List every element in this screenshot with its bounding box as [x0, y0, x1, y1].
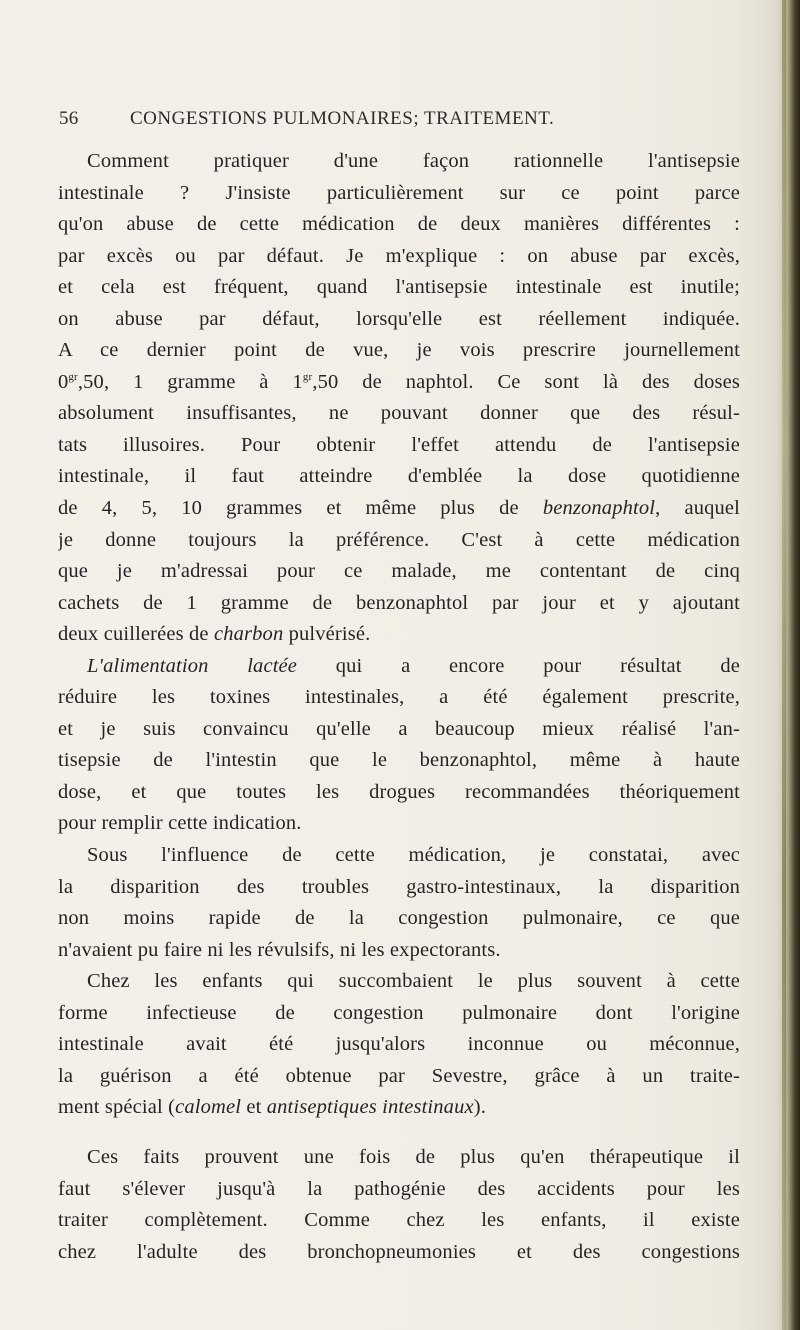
text-line: dose, et que toutes les drogues recommandées théoriquement: [58, 780, 740, 803]
text-line: la guérison a été obtenue par Sevestre, grâce à un traite-: [58, 1064, 740, 1087]
text-line-charbon: [58, 619, 740, 651]
text-fragment: , auquel: [655, 497, 740, 520]
text-line: par excès ou par défaut. Je m'explique : on abuse par excès,: [58, 244, 740, 267]
text-line: que je m'adressai pour ce malade, me contentant de cinq: [58, 560, 740, 583]
text-fragment: ment spécial (: [58, 1096, 176, 1119]
text-fragment: pulvérisé.: [283, 623, 371, 646]
text-line: on abuse par défaut, lorsqu'elle est réellement indiquée.: [58, 307, 740, 330]
text-line: Sous l'influence de cette médication, je constatai, avec: [87, 844, 740, 867]
text-line: traiter complètement. Comme chez les enfants, il existe: [58, 1209, 740, 1232]
text-line: je donne toujours la préférence. C'est à cette médication: [58, 528, 740, 551]
page-number: 56: [59, 108, 79, 129]
text-line: Chez les enfants qui succombaient le plus souvent à cette: [87, 970, 740, 993]
italic-term: benzonaphtol: [542, 497, 656, 520]
paragraph-gap: [58, 1124, 740, 1142]
italic-term: L'alimentation lactée: [87, 654, 298, 677]
text-line: tats illusoires. Pour obtenir l'effet attendu de l'antisepsie: [58, 433, 740, 456]
text-line: cachets de 1 gramme de benzonaphtol par jour et y ajoutant: [58, 591, 740, 614]
text-line: absolument insuffisantes, ne pouvant donner que des résul-: [58, 402, 740, 425]
text-line: et je suis convaincu qu'elle a beaucoup mieux réalisé l'an-: [58, 717, 740, 740]
text-line-dose: [58, 367, 740, 399]
text-fragment: qui a encore pour résultat de: [297, 654, 740, 677]
text-line: n'avaient pu faire ni les révulsifs, ni les expectorants.: [58, 938, 501, 961]
text-line-calomel: [58, 1092, 740, 1124]
text-line-alimentation: [58, 651, 740, 683]
italic-term: antiseptiques intestinaux: [266, 1096, 474, 1119]
dose-end: ,50 de naphtol. Ce sont là des doses: [312, 370, 740, 393]
running-head-title: CONGESTIONS PULMONAIRES; TRAITEMENT.: [130, 108, 555, 129]
italic-term: charbon: [213, 623, 284, 646]
text-fragment: deux cuillerées de: [58, 623, 214, 646]
text-line: pour remplir cette indication.: [58, 812, 302, 835]
text-line: la disparition des troubles gastro-intestinaux, la disparition: [58, 875, 740, 898]
text-fragment: et: [241, 1096, 267, 1119]
text-line: intestinale ? J'insiste particulièrement sur ce point parce: [58, 181, 740, 204]
superscript-gr: gr: [68, 371, 78, 383]
italic-term: calomel: [175, 1096, 242, 1119]
running-head: [59, 108, 750, 134]
text-line: A ce dernier point de vue, je vois prescrire journellement: [58, 339, 740, 362]
text-fragment: ).: [473, 1096, 486, 1119]
text-fragment: de 4, 5, 10 grammes et même plus de: [58, 497, 543, 520]
dose-zero: 0: [58, 370, 69, 393]
text-line-benzonaphtol: [58, 493, 740, 525]
text-line: Ces faits prouvent une fois de plus qu'en thérapeutique il: [87, 1145, 740, 1168]
text-line: qu'on abuse de cette médication de deux manières différentes :: [58, 213, 740, 236]
body-text: [58, 146, 740, 1268]
text-line: chez l'adulte des bronchopneumonies et des congestions: [58, 1240, 740, 1263]
text-line: forme infectieuse de congestion pulmonaire dont l'origine: [58, 1001, 740, 1024]
text-line: Comment pratiquer d'une façon rationnelle l'antisepsie: [87, 150, 740, 172]
superscript-gr: gr: [302, 371, 313, 383]
dose-middle: ,50, 1 gramme à 1: [77, 370, 303, 393]
text-line: faut s'élever jusqu'à la pathogénie des accidents pour les: [58, 1177, 740, 1200]
page-edge-shadow: [776, 0, 800, 1330]
text-line: non moins rapide de la congestion pulmonaire, ce que: [58, 907, 740, 930]
text-line: intestinale, il faut atteindre d'emblée la dose quotidienne: [58, 465, 740, 488]
text-line: et cela est fréquent, quand l'antisepsie intestinale est inutile;: [58, 276, 740, 299]
text-line: intestinale avait été jusqu'alors inconnue ou méconnue,: [58, 1033, 740, 1056]
text-line: tisepsie de l'intestin que le benzonaphtol, même à haute: [58, 749, 740, 772]
text-line: réduire les toxines intestinales, a été également prescrite,: [58, 686, 740, 709]
